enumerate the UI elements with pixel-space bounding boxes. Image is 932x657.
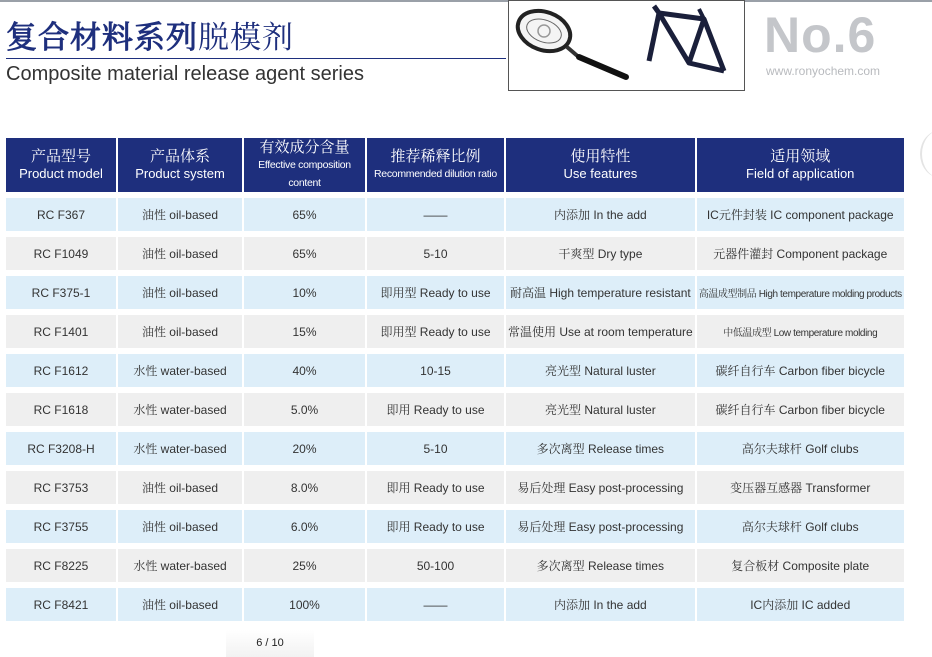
page-title-chinese xyxy=(6,12,294,57)
cell-effective-content: 25% xyxy=(244,549,365,582)
cell-field-of-application: 变压器互感器 Transformer xyxy=(697,471,904,504)
cell-product-system: 油性 oil-based xyxy=(118,510,242,543)
table-row xyxy=(6,510,904,543)
cell-effective-content: 20% xyxy=(244,432,365,465)
table-row xyxy=(6,237,904,270)
cell-effective-content: 40% xyxy=(244,354,365,387)
side-decoration xyxy=(920,130,932,178)
cell-dilution-ratio: —— xyxy=(367,588,504,621)
cell-product-model: RC F3208-H xyxy=(6,432,116,465)
table-row xyxy=(6,315,904,348)
cell-use-features: 常温使用 Use at room temperature xyxy=(506,315,695,348)
cell-product-model: RC F1618 xyxy=(6,393,116,426)
column-header-dilution-ratio: 推荐稀释比例 Recommended dilution ratio xyxy=(367,138,504,192)
product-photo xyxy=(508,0,745,91)
cell-use-features: 内添加 In the add xyxy=(506,588,695,621)
cell-field-of-application: 元器件灌封 Component package xyxy=(697,237,904,270)
table-row xyxy=(6,198,904,231)
cell-use-features: 耐高温 High temperature resistant xyxy=(506,276,695,309)
cell-product-system: 油性 oil-based xyxy=(118,315,242,348)
cell-product-model: RC F1612 xyxy=(6,354,116,387)
cell-dilution-ratio: 5-10 xyxy=(367,237,504,270)
racket-and-bike-frame-image xyxy=(509,1,744,90)
product-spec-table xyxy=(4,132,906,627)
cell-effective-content: 6.0% xyxy=(244,510,365,543)
catalog-page-number: No.6 xyxy=(764,7,877,63)
cell-field-of-application: IC元件封装 IC component package xyxy=(697,198,904,231)
cell-product-model: RC F8421 xyxy=(6,588,116,621)
cell-dilution-ratio: 即用 Ready to use xyxy=(367,393,504,426)
cell-use-features: 干爽型 Dry type xyxy=(506,237,695,270)
table-row xyxy=(6,393,904,426)
table-row xyxy=(6,354,904,387)
cell-product-model: RC F1049 xyxy=(6,237,116,270)
column-header-field-of-application: 适用领域 Field of application xyxy=(697,138,904,192)
cell-field-of-application: 碳纤自行车 Carbon fiber bicycle xyxy=(697,393,904,426)
cell-dilution-ratio: 即用 Ready to use xyxy=(367,510,504,543)
title-cn-light: 脱模剂 xyxy=(198,20,294,56)
cell-effective-content: 65% xyxy=(244,237,365,270)
cell-field-of-application: 碳纤自行车 Carbon fiber bicycle xyxy=(697,354,904,387)
cell-product-system: 油性 oil-based xyxy=(118,471,242,504)
cell-product-model: RC F3753 xyxy=(6,471,116,504)
cell-product-model: RC F367 xyxy=(6,198,116,231)
cell-product-model: RC F375-1 xyxy=(6,276,116,309)
cell-use-features: 亮光型 Natural luster xyxy=(506,393,695,426)
cell-product-system: 水性 water-based xyxy=(118,393,242,426)
cell-dilution-ratio: 即用型 Ready to use xyxy=(367,276,504,309)
cell-dilution-ratio: 50-100 xyxy=(367,549,504,582)
cell-effective-content: 8.0% xyxy=(244,471,365,504)
cell-field-of-application: 高尔夫球杆 Golf clubs xyxy=(697,432,904,465)
table-row xyxy=(6,471,904,504)
column-header-product-system: 产品体系 Product system xyxy=(118,138,242,192)
table-header-row xyxy=(6,138,904,192)
company-website: www.ronyochem.com xyxy=(766,64,881,78)
cell-product-system: 油性 oil-based xyxy=(118,198,242,231)
table-row xyxy=(6,588,904,621)
table-row xyxy=(6,276,904,309)
cell-field-of-application: 中低温成型 Low temperature molding xyxy=(697,315,904,348)
tennis-racket-icon xyxy=(512,4,626,77)
bike-frame-icon xyxy=(649,6,724,71)
cell-product-system: 水性 water-based xyxy=(118,549,242,582)
cell-product-system: 水性 water-based xyxy=(118,432,242,465)
cell-effective-content: 65% xyxy=(244,198,365,231)
cell-product-model: RC F8225 xyxy=(6,549,116,582)
cell-product-model: RC F1401 xyxy=(6,315,116,348)
cell-dilution-ratio: 5-10 xyxy=(367,432,504,465)
table-row xyxy=(6,549,904,582)
page-indicator[interactable]: 6 / 10 xyxy=(226,630,314,657)
cell-dilution-ratio: 即用型 Ready to use xyxy=(367,315,504,348)
cell-dilution-ratio: 10-15 xyxy=(367,354,504,387)
cell-use-features: 易后处理 Easy post-processing xyxy=(506,471,695,504)
table-row xyxy=(6,432,904,465)
cell-dilution-ratio: 即用 Ready to use xyxy=(367,471,504,504)
cell-dilution-ratio: —— xyxy=(367,198,504,231)
title-cn-bold: 复合材料系列 xyxy=(6,20,198,56)
cell-product-system: 油性 oil-based xyxy=(118,276,242,309)
column-header-product-model: 产品型号 Product model xyxy=(6,138,116,192)
cell-field-of-application: 高温成型制品 High temperature molding products xyxy=(697,276,904,309)
cell-field-of-application: IC内添加 IC added xyxy=(697,588,904,621)
top-border xyxy=(0,0,932,2)
cell-product-model: RC F3755 xyxy=(6,510,116,543)
title-underline xyxy=(6,58,506,59)
cell-use-features: 多次离型 Release times xyxy=(506,432,695,465)
cell-effective-content: 5.0% xyxy=(244,393,365,426)
cell-field-of-application: 复合板材 Composite plate xyxy=(697,549,904,582)
cell-effective-content: 100% xyxy=(244,588,365,621)
cell-effective-content: 10% xyxy=(244,276,365,309)
cell-field-of-application: 高尔夫球杆 Golf clubs xyxy=(697,510,904,543)
cell-product-system: 油性 oil-based xyxy=(118,588,242,621)
cell-use-features: 内添加 In the add xyxy=(506,198,695,231)
cell-effective-content: 15% xyxy=(244,315,365,348)
column-header-use-features: 使用特性 Use features xyxy=(506,138,695,192)
cell-use-features: 多次离型 Release times xyxy=(506,549,695,582)
cell-product-system: 水性 water-based xyxy=(118,354,242,387)
cell-product-system: 油性 oil-based xyxy=(118,237,242,270)
page-title-english: Composite material release agent series xyxy=(6,63,364,85)
cell-use-features: 亮光型 Natural luster xyxy=(506,354,695,387)
cell-use-features: 易后处理 Easy post-processing xyxy=(506,510,695,543)
column-header-effective-content: 有效成分含量 Effective composition content xyxy=(244,138,365,192)
